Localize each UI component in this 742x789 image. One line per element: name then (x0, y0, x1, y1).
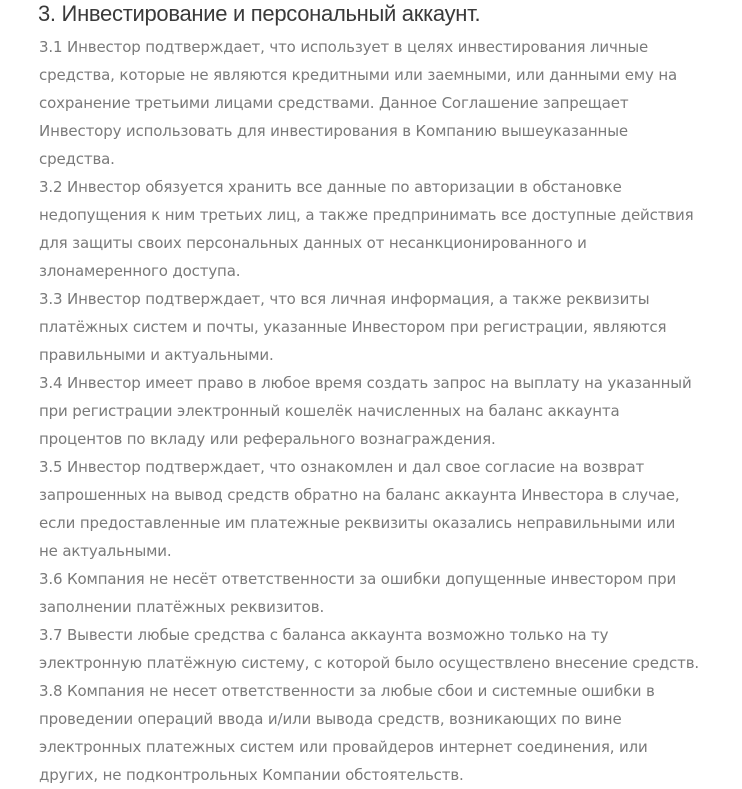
section-body (39, 33, 739, 789)
text-line: других, не подконтрольных Компании обстоятельств. (39, 766, 464, 784)
text-line: правильными и актуальными. (39, 346, 274, 364)
text-line: 3.8 Компания не несет ответственности за любые сбои и системные ошибки в (39, 682, 655, 700)
text-line: при регистрации электронный кошелёк начисленных на баланс аккаунта (39, 402, 620, 420)
text-line: 3.4 Инвестор имеет право в любое время создать запрос на выплату на указанный (39, 374, 692, 392)
text-line: не актуальными. (39, 542, 172, 560)
text-line: 3.3 Инвестор подтверждает, что вся личная информация, а также реквизиты (39, 290, 650, 308)
text-line: процентов по вкладу или реферального вознаграждения. (39, 430, 496, 448)
text-line: 3.1 Инвестор подтверждает, что использует в целях инвестирования личные (39, 38, 649, 56)
text-line: проведении операций ввода и/или вывода средств, возникающих по вине (39, 710, 622, 728)
text-line: если предоставленные им платежные реквизиты оказались неправильными или (39, 514, 676, 532)
text-line: заполнении платёжных реквизитов. (39, 598, 325, 616)
text-line: 3.7 Вывести любые средства с баланса аккаунта возможно только на ту (39, 626, 609, 644)
text-line: Инвестору использовать для инвестирования в Компанию вышеуказанные (39, 122, 628, 140)
section-heading: 3. Инвестирование и персональный аккаунт. (38, 1, 481, 26)
text-line: запрошенных на вывод средств обратно на баланс аккаунта Инвестора в случае, (39, 486, 680, 504)
text-line: 3.5 Инвестор подтверждает, что ознакомлен и дал свое согласие на возврат (39, 458, 645, 476)
text-line: 3.2 Инвестор обязуется хранить все данные по авторизации в обстановке (39, 178, 622, 196)
text-line: сохранение третьими лицами средствами. Данное Соглашение запрещает (39, 94, 629, 112)
text-line: электронную платёжную систему, с которой было осуществлено внесение средств. (39, 654, 700, 672)
text-line: средства, которые не являются кредитными или заемными, или данными ему на (39, 66, 678, 84)
text-line: электронных платежных систем или провайдеров интернет соединения, или (39, 738, 648, 756)
text-line: средства. (39, 150, 115, 168)
text-line: недопущения к ним третьих лиц, а также предпринимать все доступные действия (39, 206, 694, 224)
text-line: для защиты своих персональных данных от несанкционированного и (39, 234, 587, 252)
text-line: 3.6 Компания не несёт ответственности за ошибки допущенные инвестором при (39, 570, 677, 588)
text-line: злонамеренного доступа. (39, 262, 241, 280)
text-line: платёжных систем и почты, указанные Инвестором при регистрации, являются (39, 318, 667, 336)
